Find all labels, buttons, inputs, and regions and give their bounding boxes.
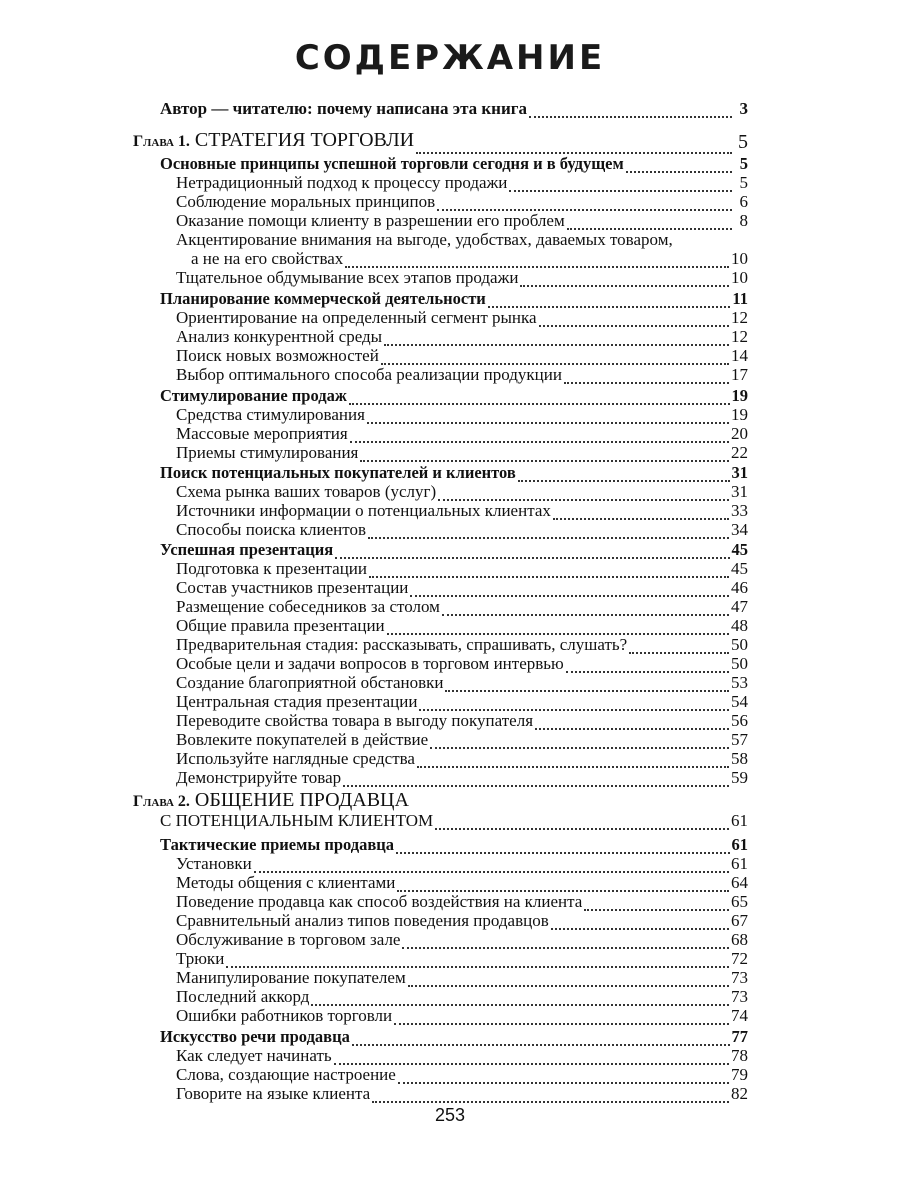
dot-leader bbox=[394, 1013, 729, 1025]
toc-entry-text: Установки bbox=[176, 854, 252, 873]
toc-entry-page: 64 bbox=[731, 873, 748, 892]
toc-entry-title bbox=[176, 912, 549, 930]
toc-entry-text: Создание благоприятной обстановки bbox=[176, 673, 444, 692]
toc-entry bbox=[176, 502, 748, 520]
dot-leader bbox=[567, 218, 732, 230]
toc-entry-text: Источники информации о потенциальных клиентах bbox=[176, 501, 551, 520]
toc-entry-text: Общие правила презентации bbox=[176, 616, 385, 635]
toc-entry-text: Подготовка к презентации bbox=[176, 559, 367, 578]
toc-entry-title bbox=[160, 464, 516, 482]
toc-entry-page: 19 bbox=[731, 386, 748, 405]
toc-entry bbox=[176, 193, 748, 211]
toc-entry-title bbox=[176, 483, 436, 501]
toc-entry-text: Используйте наглядные средства bbox=[176, 749, 415, 768]
dot-leader bbox=[518, 470, 730, 482]
toc-entry-page: 72 bbox=[731, 949, 748, 968]
dot-leader bbox=[442, 604, 729, 616]
toc-entry-page: 50 bbox=[731, 635, 748, 654]
toc-entry-title bbox=[176, 750, 415, 768]
toc-entry bbox=[176, 636, 748, 654]
dot-leader bbox=[437, 199, 732, 211]
toc-entry bbox=[176, 693, 748, 711]
toc-entry-page: 67 bbox=[731, 911, 748, 930]
toc-entry-text: Средства стимулирования bbox=[176, 405, 365, 424]
dot-leader bbox=[416, 138, 732, 154]
toc-entry-title bbox=[160, 812, 433, 830]
toc-entry-title bbox=[176, 521, 366, 539]
toc-entry-text: Сравнительный анализ типов поведения продавцов bbox=[176, 911, 549, 930]
toc-entry-title bbox=[176, 366, 562, 384]
toc-entry bbox=[176, 969, 748, 987]
toc-entry-title bbox=[176, 309, 537, 327]
dot-leader bbox=[566, 661, 729, 673]
toc-entry-text: Акцентирование внимания на выгоде, удобствах, даваемых товаром, bbox=[176, 230, 673, 249]
toc-entry-page: 3 bbox=[739, 99, 748, 118]
toc-entry-text: Оказание помощи клиенту в разрешении его проблем bbox=[176, 211, 565, 230]
dot-leader bbox=[226, 956, 729, 968]
toc-entry-text: Приемы стимулирования bbox=[176, 443, 359, 462]
dot-leader bbox=[387, 623, 729, 635]
toc-entry bbox=[176, 931, 748, 949]
toc-entry-text: Говорите на языке клиента bbox=[176, 1084, 371, 1103]
toc-entry-text: Методы общения с клиентами bbox=[176, 873, 396, 892]
dot-leader bbox=[535, 718, 729, 730]
toc-entry-title bbox=[176, 674, 443, 692]
dot-leader bbox=[349, 393, 730, 405]
toc-entry bbox=[176, 950, 748, 968]
dot-leader bbox=[368, 527, 729, 539]
toc-entry-title bbox=[176, 560, 367, 578]
toc-entry bbox=[176, 712, 748, 730]
toc-entry-page: 22 bbox=[731, 443, 748, 462]
toc-entry-text: Автор — читателю: почему написана эта книга bbox=[160, 99, 527, 118]
toc-entry-title bbox=[176, 893, 582, 911]
toc-entry bbox=[176, 425, 748, 443]
toc-entry-title bbox=[176, 269, 518, 287]
toc-entry-page: 31 bbox=[731, 463, 748, 482]
dot-leader bbox=[408, 975, 729, 987]
toc-entry-text: Состав участников презентации bbox=[176, 578, 409, 597]
toc-entry-title bbox=[176, 950, 224, 968]
toc-entry-page: 79 bbox=[731, 1065, 748, 1084]
toc-entry-page: 78 bbox=[731, 1046, 748, 1065]
dot-leader bbox=[352, 1034, 730, 1046]
toc-entry-page: 5 bbox=[738, 131, 748, 153]
dot-leader bbox=[345, 256, 729, 268]
dot-leader bbox=[334, 1053, 729, 1065]
dot-leader bbox=[626, 161, 732, 173]
dot-leader bbox=[398, 1072, 729, 1084]
toc-entry-title bbox=[176, 1047, 332, 1065]
dot-leader bbox=[539, 315, 729, 327]
toc-entry-page: 57 bbox=[731, 730, 748, 749]
toc-entry-title bbox=[176, 931, 400, 949]
toc-entry-text: Схема рынка ваших товаров (услуг) bbox=[176, 482, 437, 501]
toc-entry-page: 12 bbox=[731, 327, 748, 346]
dot-leader bbox=[551, 918, 729, 930]
toc-entry-page: 73 bbox=[731, 968, 748, 987]
toc-entry bbox=[176, 406, 748, 424]
toc-entry bbox=[160, 387, 748, 405]
toc-entry-title bbox=[176, 712, 533, 730]
toc-entry bbox=[176, 579, 748, 597]
toc-entry-text: Нетрадиционный подход к процессу продажи bbox=[176, 173, 508, 192]
dot-leader bbox=[343, 775, 729, 787]
toc-entry-title bbox=[176, 328, 382, 346]
toc-entry-title bbox=[176, 655, 564, 673]
toc-entry bbox=[176, 893, 748, 911]
dot-leader bbox=[254, 861, 729, 873]
toc-entry-text: ОБЩЕНИЕ ПРОДАВЦА bbox=[189, 789, 409, 811]
toc-entry-title bbox=[160, 387, 347, 405]
dot-leader bbox=[402, 937, 729, 949]
toc-entry-text: Предварительная стадия: рассказывать, спрашивать, слушать? bbox=[176, 635, 628, 654]
dot-leader bbox=[367, 412, 729, 424]
toc-entry-page: 33 bbox=[731, 501, 748, 520]
toc-entry-title bbox=[176, 174, 507, 192]
toc-entry-title bbox=[176, 693, 417, 711]
dot-leader bbox=[529, 106, 732, 118]
dot-leader bbox=[381, 353, 729, 365]
toc-entry-text: Трюки bbox=[176, 949, 225, 968]
toc-entry-title bbox=[160, 100, 527, 118]
toc-entry-page: 45 bbox=[731, 540, 748, 559]
toc-entry-title bbox=[176, 636, 627, 654]
toc-entry-text: Планирование коммерческой деятельности bbox=[160, 289, 486, 308]
toc-entry-page: 20 bbox=[731, 424, 748, 443]
dot-leader bbox=[335, 547, 729, 559]
toc-entry bbox=[176, 269, 748, 287]
toc-entry-title bbox=[176, 444, 358, 462]
toc-entry bbox=[176, 674, 748, 692]
toc-entry-page: 5 bbox=[739, 173, 748, 192]
toc-entry-text: Тщательное обдумывание всех этапов продажи bbox=[176, 268, 519, 287]
toc-entry-title bbox=[176, 425, 348, 443]
toc-entry-text: Размещение собеседников за столом bbox=[176, 597, 440, 616]
dot-leader bbox=[384, 334, 729, 346]
toc-entry-page: 58 bbox=[731, 749, 748, 768]
toc-entry-page: 12 bbox=[731, 308, 748, 327]
toc-entry bbox=[176, 617, 748, 635]
toc-entry-title bbox=[176, 1085, 370, 1103]
chapter-label: Глава 2. bbox=[133, 793, 190, 810]
toc-entry bbox=[176, 1085, 748, 1103]
toc-entry-title bbox=[176, 731, 428, 749]
dot-leader bbox=[410, 585, 729, 597]
dot-leader bbox=[584, 899, 729, 911]
toc-entry-page: 73 bbox=[731, 987, 748, 1006]
toc-entry-page: 61 bbox=[731, 854, 748, 873]
toc-entry-text: С ПОТЕНЦИАЛЬНЫМ КЛИЕНТОМ bbox=[160, 811, 434, 830]
dot-leader bbox=[396, 842, 729, 854]
toc-entry-title bbox=[160, 1028, 350, 1046]
dot-leader bbox=[397, 880, 729, 892]
toc-entry bbox=[160, 541, 748, 559]
toc-entry-text: Центральная стадия презентации bbox=[176, 692, 418, 711]
toc-entry-page: 31 bbox=[731, 482, 748, 501]
toc-entry-text: а не на его свойствах bbox=[191, 249, 344, 268]
chapter-label: Глава 1. bbox=[133, 133, 190, 150]
toc-entry bbox=[176, 560, 748, 578]
dot-leader bbox=[445, 680, 729, 692]
toc-entry-page: 10 bbox=[731, 249, 748, 268]
toc-entry-title bbox=[176, 579, 408, 597]
toc-entry-text: Способы поиска клиентов bbox=[176, 520, 366, 539]
toc-entry-page: 10 bbox=[731, 268, 748, 287]
toc-entry-title bbox=[176, 231, 673, 249]
toc-entry-page: 14 bbox=[731, 346, 748, 365]
dot-leader bbox=[369, 566, 729, 578]
toc-entry bbox=[176, 366, 748, 384]
toc-entry-page: 34 bbox=[731, 520, 748, 539]
toc-entry-title bbox=[160, 836, 394, 854]
toc-entry-page: 68 bbox=[731, 930, 748, 949]
toc-entry-text: Поиск новых возможностей bbox=[176, 346, 379, 365]
toc-entry-page: 59 bbox=[731, 768, 748, 787]
toc-entry bbox=[133, 130, 748, 154]
dot-leader bbox=[520, 275, 729, 287]
toc-entry bbox=[176, 855, 748, 873]
page-number: 253 bbox=[434, 1105, 466, 1125]
toc-entry-page: 82 bbox=[731, 1084, 748, 1103]
toc-entry bbox=[176, 874, 748, 892]
toc-entry bbox=[176, 1066, 748, 1084]
toc-entry-title bbox=[176, 212, 565, 230]
toc-entry bbox=[176, 521, 748, 539]
dot-leader bbox=[564, 372, 729, 384]
toc-entry bbox=[176, 1007, 748, 1025]
toc-entry-text: Вовлеките покупателей в действие bbox=[176, 730, 429, 749]
toc-entry bbox=[160, 836, 748, 854]
toc-entry bbox=[176, 750, 748, 768]
toc-entry-text: Слова, создающие настроение bbox=[176, 1065, 396, 1084]
toc-entry-title bbox=[176, 347, 379, 365]
dot-leader bbox=[419, 699, 729, 711]
dot-leader bbox=[372, 1091, 729, 1103]
toc-entry-page: 11 bbox=[732, 289, 748, 308]
toc-entry-page: 19 bbox=[731, 405, 748, 424]
toc-entry bbox=[176, 769, 748, 787]
toc-entry-text: Стимулирование продаж bbox=[160, 386, 347, 405]
toc-entry-text: Манипулирование покупателем bbox=[176, 968, 406, 987]
toc-entry-page: 17 bbox=[731, 365, 748, 384]
toc-entry-text: Как следует начинать bbox=[176, 1046, 332, 1065]
toc-entry-page: 5 bbox=[739, 154, 748, 173]
toc-entry-text: Последний аккорд bbox=[176, 987, 310, 1006]
toc-entry bbox=[176, 309, 748, 327]
dot-leader bbox=[629, 642, 729, 654]
dot-leader bbox=[311, 994, 729, 1006]
toc-entry-text: Поведение продавца как способ воздействия на клиента bbox=[176, 892, 583, 911]
dot-leader bbox=[430, 737, 729, 749]
dot-leader bbox=[438, 489, 729, 501]
dot-leader bbox=[350, 431, 729, 443]
toc-entry bbox=[176, 174, 748, 192]
toc-entry-page: 61 bbox=[731, 811, 748, 830]
toc-entry-text: Тактические приемы продавца bbox=[160, 835, 395, 854]
toc-entry-title bbox=[160, 290, 486, 308]
toc-entry bbox=[176, 483, 748, 501]
toc-entry-title bbox=[176, 874, 395, 892]
toc-entry-text: Демонстрируйте товар bbox=[176, 768, 342, 787]
toc-entry-page: 45 bbox=[731, 559, 748, 578]
toc-entry-text: СТРАТЕГИЯ ТОРГОВЛИ bbox=[189, 129, 415, 151]
dot-leader bbox=[488, 296, 731, 308]
toc-entry bbox=[160, 1028, 748, 1046]
toc-entry-title bbox=[176, 1066, 396, 1084]
toc-entry-text: Успешная презентация bbox=[160, 540, 334, 559]
toc-entry-text: Ориентирование на определенный сегмент рынка bbox=[176, 308, 537, 327]
toc-entry bbox=[176, 655, 748, 673]
toc-entry-page: 53 bbox=[731, 673, 748, 692]
toc-entry-title bbox=[176, 598, 440, 616]
toc-entry-page: 65 bbox=[731, 892, 748, 911]
toc-entry bbox=[160, 290, 748, 308]
dot-leader bbox=[509, 180, 732, 192]
toc-entry bbox=[176, 212, 748, 230]
toc-entry-text: Поиск потенциальных покупателей и клиентов bbox=[160, 463, 516, 482]
toc-entry-title bbox=[133, 128, 414, 154]
toc-entry-title bbox=[176, 193, 435, 211]
toc-entry-text: Массовые мероприятия bbox=[176, 424, 348, 443]
toc-entry bbox=[191, 250, 748, 268]
toc-entry-page: 54 bbox=[731, 692, 748, 711]
toc-entry-text: Ошибки работников торговли bbox=[176, 1006, 393, 1025]
toc-entry-page: 48 bbox=[731, 616, 748, 635]
toc-entry-title bbox=[176, 855, 252, 873]
toc-entry-title bbox=[191, 250, 343, 268]
toc-entry-text: Искусство речи продавца bbox=[160, 1027, 350, 1046]
toc-entry-page: 46 bbox=[731, 578, 748, 597]
toc-entry-text: Обслуживание в торговом зале bbox=[176, 930, 401, 949]
toc-entry-page: 61 bbox=[731, 835, 748, 854]
toc-entry bbox=[176, 988, 748, 1006]
toc-entry-page: 47 bbox=[731, 597, 748, 616]
toc-entry-text: Основные принципы успешной торговли сегодня и в будущем bbox=[160, 154, 624, 173]
toc-entry-page: 50 bbox=[731, 654, 748, 673]
toc-entry bbox=[176, 1047, 748, 1065]
toc-entry-title bbox=[176, 1007, 392, 1025]
toc-entry bbox=[176, 598, 748, 616]
toc-entry bbox=[176, 912, 748, 930]
toc-entry bbox=[176, 231, 748, 249]
dot-leader bbox=[553, 508, 729, 520]
toc-entry bbox=[160, 100, 748, 118]
dot-leader bbox=[360, 450, 729, 462]
toc-entry-text: Переводите свойства товара в выгоду покупателя bbox=[176, 711, 534, 730]
toc-entry-page: 74 bbox=[731, 1006, 748, 1025]
toc-entry bbox=[160, 464, 748, 482]
toc-entry-title bbox=[176, 769, 341, 787]
toc-entry bbox=[176, 444, 748, 462]
toc-entry-text: Анализ конкурентной среды bbox=[176, 327, 383, 346]
toc-entry-title bbox=[160, 541, 333, 559]
toc-entry bbox=[160, 155, 748, 173]
toc-entry-page: 6 bbox=[739, 192, 748, 211]
toc-entry-title bbox=[176, 988, 309, 1006]
toc-entry-page: 77 bbox=[731, 1027, 748, 1046]
toc-entry-title bbox=[176, 969, 406, 987]
toc-entry-title bbox=[176, 406, 365, 424]
toc-entry-text: Соблюдение моральных принципов bbox=[176, 192, 436, 211]
toc-entry bbox=[176, 328, 748, 346]
toc-entry-text: Выбор оптимального способа реализации продукции bbox=[176, 365, 562, 384]
dot-leader bbox=[417, 756, 729, 768]
toc-entry-title bbox=[160, 155, 624, 173]
page-title: СОДЕРЖАНИЕ bbox=[294, 38, 606, 78]
toc-entry-title bbox=[176, 502, 551, 520]
toc-entry bbox=[160, 812, 748, 830]
dot-leader bbox=[435, 818, 729, 830]
toc-entry bbox=[176, 731, 748, 749]
toc-entry-text: Особые цели и задачи вопросов в торговом интервью bbox=[176, 654, 564, 673]
toc-entry-title bbox=[176, 617, 385, 635]
toc-entry-page: 56 bbox=[731, 711, 748, 730]
toc-entry bbox=[176, 347, 748, 365]
toc-entry-page: 8 bbox=[739, 211, 748, 230]
